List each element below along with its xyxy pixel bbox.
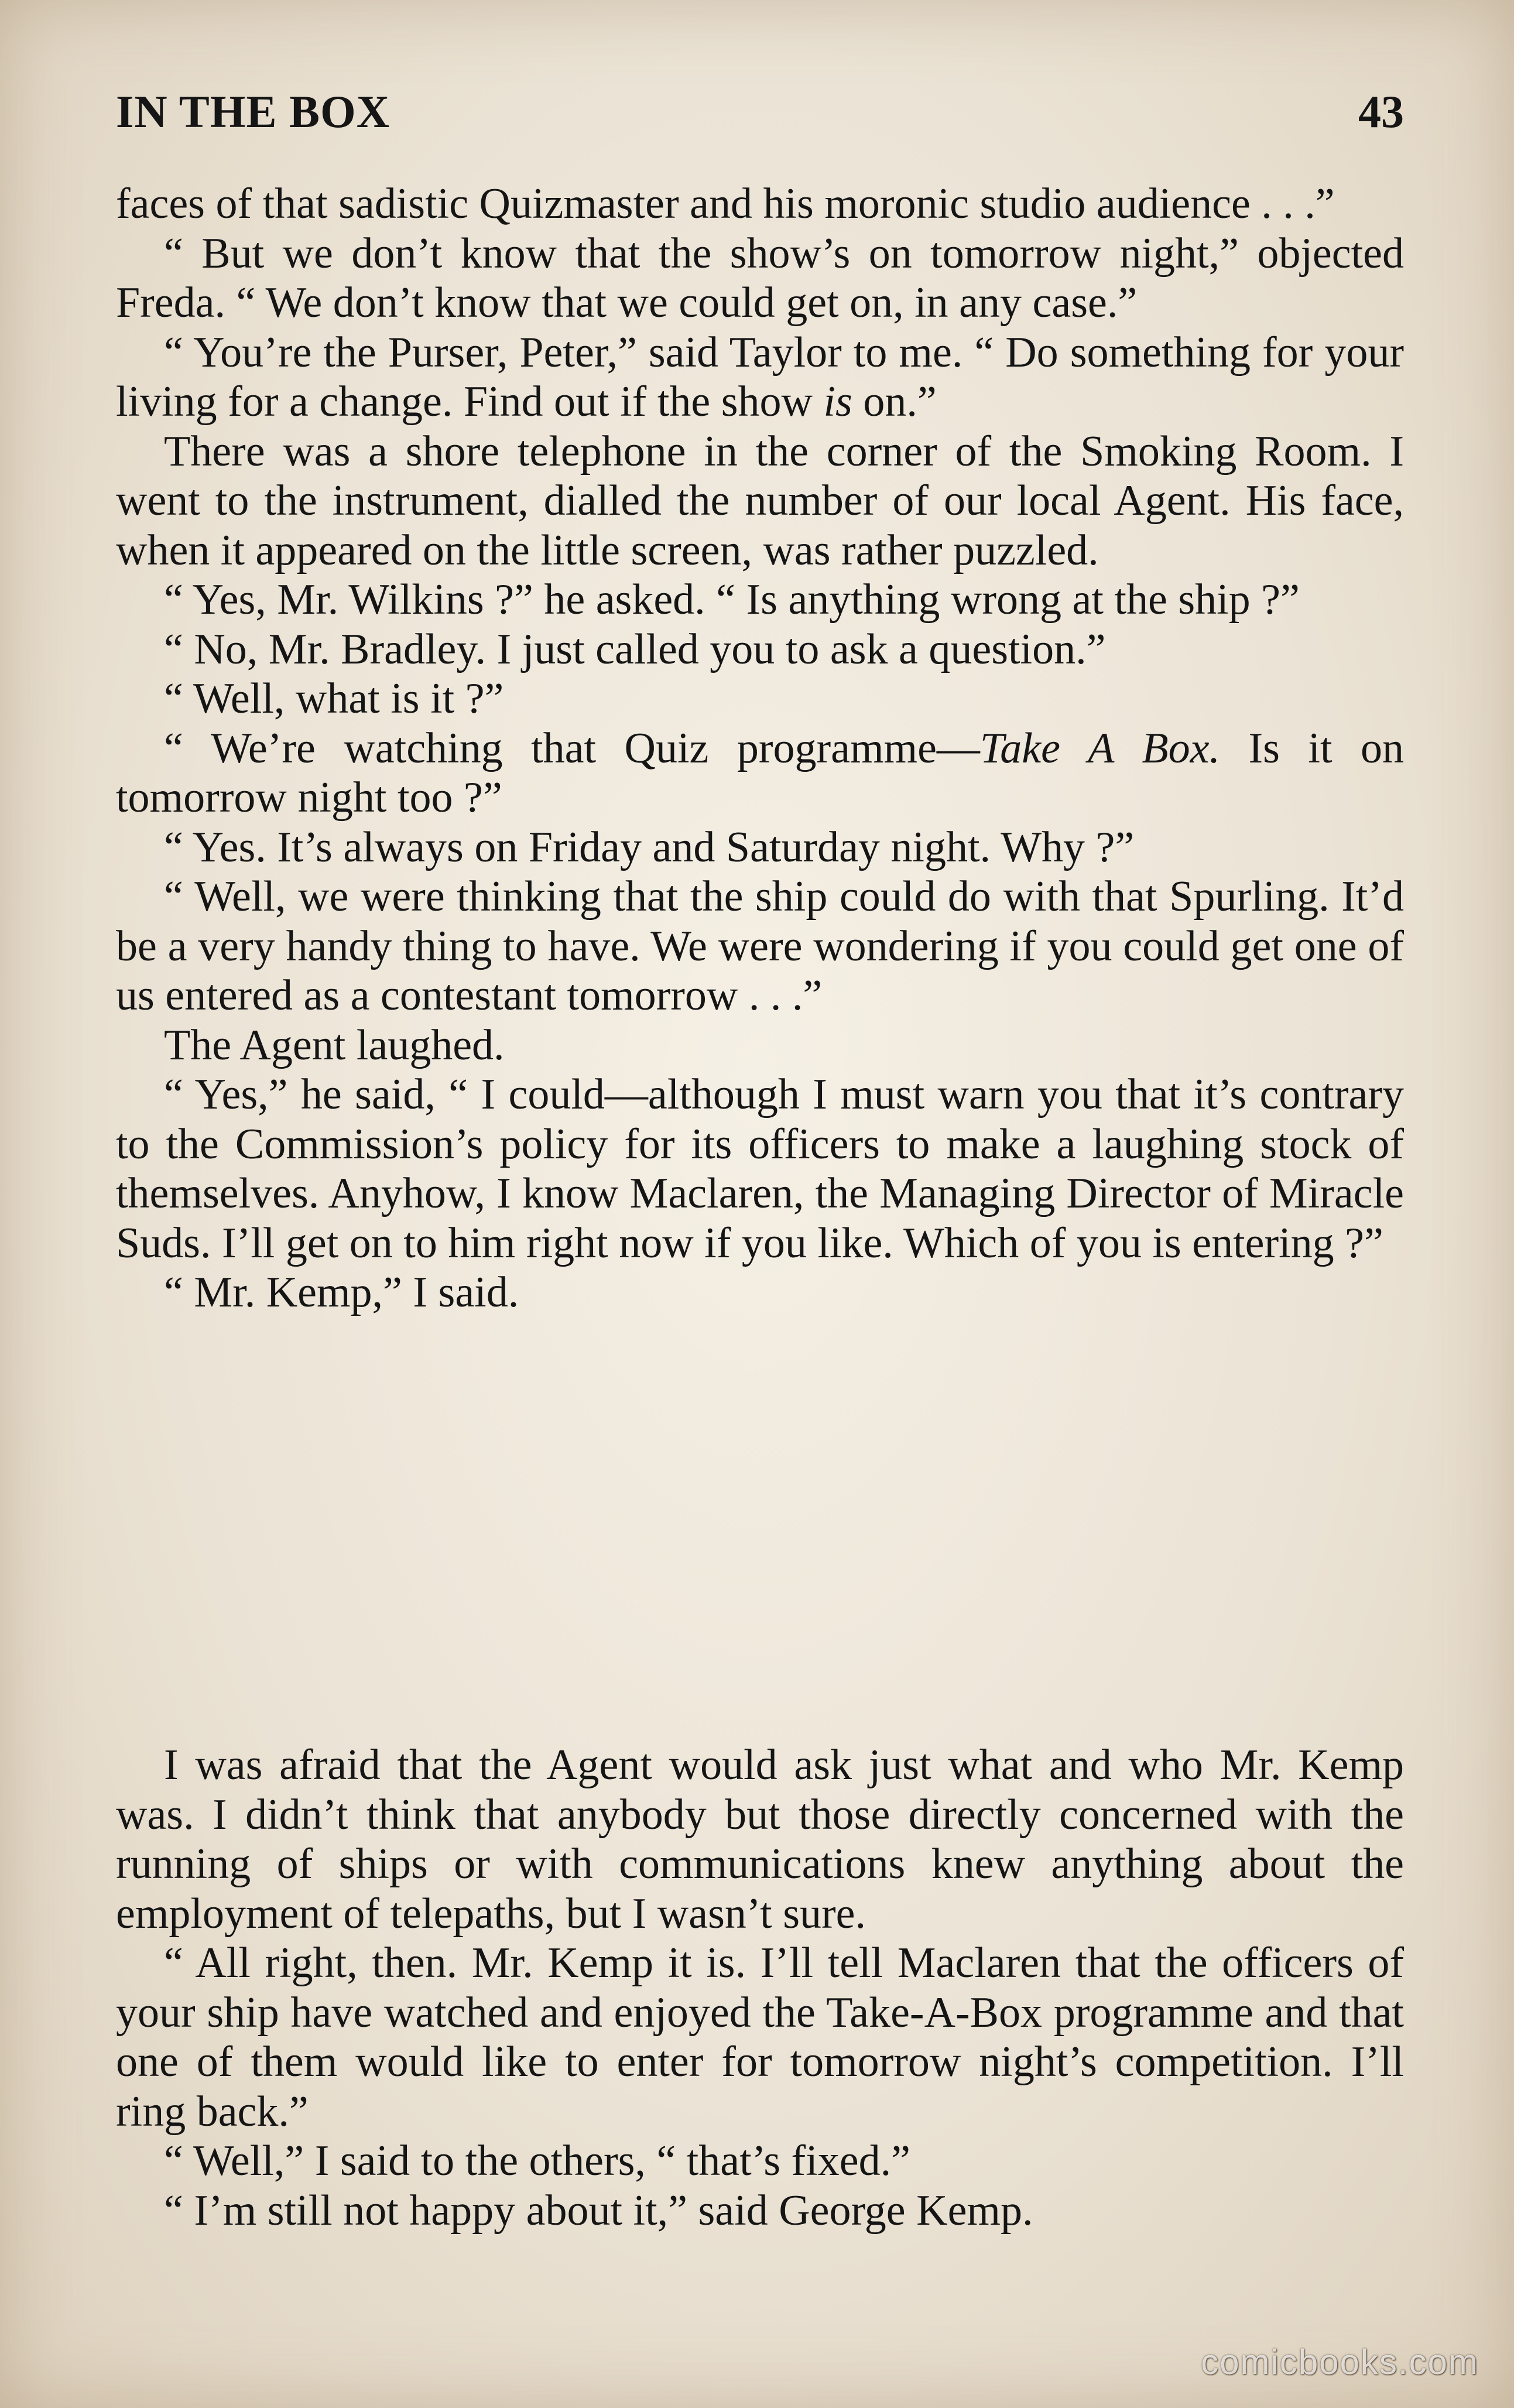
- paragraph: “ But we don’t know that the show’s on tomorrow night,” objected Freda. “ We don’t know that we could get on, in any case.”: [116, 229, 1404, 327]
- paragraph: There was a shore telephone in the corner of the Smoking Room. I went to the instrument, dialled the number of our local Agent. His face, when it appeared on the little screen, was rather puzzled.: [116, 427, 1404, 574]
- watermark: comicbooks.com: [1201, 2342, 1479, 2382]
- paragraph: The Agent laughed.: [164, 1021, 505, 1069]
- running-header: [116, 80, 1404, 144]
- paragraph: “ Yes, Mr. Wilkins ?” he asked. “ Is anything wrong at the ship ?”: [164, 576, 1300, 624]
- paragraph: “ Well, we were thinking that the ship could do with that Spurling. It’d be a very handy thing to have. We were wondering if you could get one of us entered as a contestant tomorrow . . .”: [116, 873, 1404, 1020]
- body-text-section-2: [116, 1740, 1404, 2235]
- paragraph: “ All right, then. Mr. Kemp it is. I’ll tell Maclaren that the officers of your ship have watched and enjoyed the Take-A-Box programme and that one of them would like to enter for tomorrow night’s competition. I’ll ring back.”: [116, 1939, 1404, 2136]
- body-text-section-1: [116, 179, 1404, 1318]
- paragraph: [116, 724, 1404, 823]
- paragraph: “ Yes. It’s always on Friday and Saturday night. Why ?”: [164, 823, 1135, 871]
- running-title: IN THE BOX: [116, 86, 391, 137]
- paragraph: “ I’m still not happy about it,” said George Kemp.: [164, 2186, 1033, 2235]
- paragraph: faces of that sadistic Quizmaster and his moronic studio audience . . .”: [116, 180, 1335, 228]
- page-number: 43: [1358, 86, 1404, 137]
- paragraph-text: on.”: [852, 378, 937, 426]
- paragraph: “ No, Mr. Bradley. I just called you to ask a question.”: [164, 625, 1106, 673]
- paragraph: “ Well,” I said to the others, “ that’s fixed.”: [164, 2137, 910, 2185]
- paragraph-text: “ We’re watching that Quiz programme—: [164, 724, 980, 772]
- paragraph: I was afraid that the Agent would ask just what and who Mr. Kemp was. I didn’t think that anybody but those directly concerned with the running of ships or with communications knew anything about the employment of telepaths, but I wasn’t sure.: [116, 1741, 1404, 1938]
- paragraph: [116, 328, 1404, 427]
- paragraph: “ Yes,” he said, “ I could—although I must warn you that it’s contrary to the Commission’s policy for its officers to make a laughing stock of themselves. Anyhow, I know Maclaren, the Managing Director of Miracle Suds. I’ll get on to him right now if you like. Which of you is entering ?”: [116, 1070, 1404, 1267]
- emphasis-text: is: [823, 378, 852, 426]
- paragraph-text: Is it on tomorrow night too ?”: [116, 724, 1404, 822]
- paragraph: “ Mr. Kemp,” I said.: [164, 1268, 519, 1316]
- programme-title: Take A Box.: [979, 724, 1220, 772]
- paragraph: “ Well, what is it ?”: [164, 675, 504, 723]
- paragraph-text: “ You’re the Purser, Peter,” said Taylor to me. “ Do something for your living for a change. Find out if the show: [116, 328, 1404, 426]
